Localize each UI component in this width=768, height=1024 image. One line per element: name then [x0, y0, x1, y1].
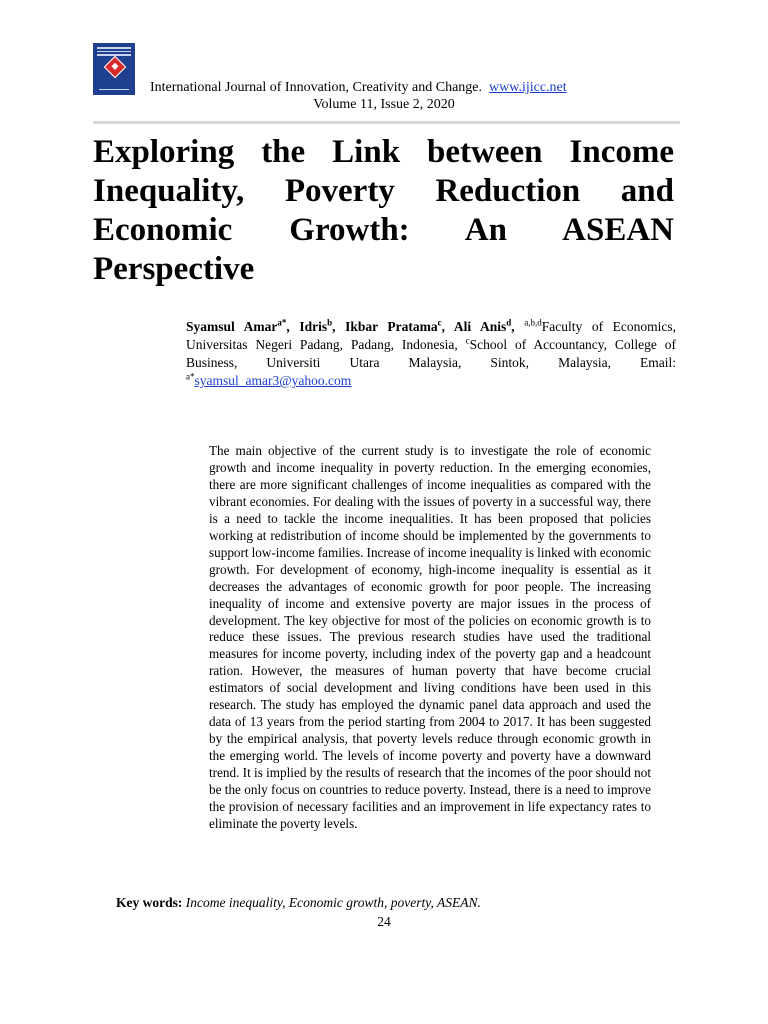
- author-email-link[interactable]: syamsul_amar3@yahoo.com: [194, 373, 352, 388]
- author-name: Ali Anis: [453, 319, 507, 334]
- keywords: [116, 895, 481, 911]
- author-name: Ikbar Pratama: [345, 319, 438, 334]
- author-block: Syamsul Amar$^{a*}$, Idris$^b$, Ikbar Pratama$^c$, Ali Anis$^d$, $^{a,b,d}$Faculty of Economics, Universitas Negeri Padang, Padang, Indonesia, $^c$School of Accountancy, College of Business, Universiti Utara Malaysia, Sintok, Malaysia, Email: $^{a*}$syamsul_amar3@yahoo.com: [186, 317, 677, 388]
- journal-header: [150, 80, 567, 96]
- abstract: The main objective of the current study is to investigate the role of economic growth and income inequality in poverty reduction. In the emerging economies, there are more significant challenges of income inequalities as compared with the vibrant economies. For dealing with the issues of poverty in a successful way, there is a need to tackle the income inequalities. It has been proposed that policies working at redistribution of income should be implemented by the governments to support low-income families. Increase of income inequality is linked with economic growth. For development of economy, high-income inequality is essential as it decreases the advantages of economic growth for poor people. The increasing inequality of income and extensive poverty are major issues in the process of development. The key objective for most of the policies on economic growth is to reduce these issues. The previous research studies have used the traditional measures for income poverty, including index of the poverty gap and a headcount ration. However, the measures of human poverty that have become crucial estimators of social development and living conditions have been used in this research. The study has employed the dynamic panel data approach and used the data of 13 years from the period starting from 2004 to 2017. It has been suggested by the empirical analysis, that poverty levels reduce through economic growth in the emerging world. The levels of income poverty and poverty have a downward trend. It is implied by the results of research that the incomes of the poor should not be the only focus on countries to reduce poverty. Instead, there is a need to improve the provision of necessary facilities and an improvement in life expectancy rates to eliminate the poverty levels.: [209, 443, 651, 831]
- article-title: Exploring the Link between Income Inequality, Poverty Reduction and Economic Growth: An ASEAN Perspective: [93, 134, 674, 287]
- header-divider: [93, 121, 680, 124]
- page-number: 24: [377, 914, 391, 929]
- keywords-list: Income inequality, Economic growth, poverty, ASEAN.: [185, 895, 481, 910]
- volume-issue: Volume 11, Issue 2, 2020: [313, 97, 455, 112]
- email-label: Email:: [640, 355, 676, 370]
- journal-logo: [93, 43, 135, 95]
- affiliation: School of Accountancy, College of Business, Universiti Utara Malaysia, Sintok, Malaysia,: [186, 337, 676, 370]
- author-name: Syamsul Amar: [186, 319, 278, 334]
- affiliation: Faculty of Economics, Universitas Negeri Padang, Padang, Indonesia,: [186, 319, 677, 352]
- author-name: Idris: [299, 319, 328, 334]
- journal-logo-mark-icon: [104, 56, 127, 79]
- keywords-label: Key words:: [116, 895, 183, 910]
- journal-name: International Journal of Innovation, Creativity and Change.: [150, 80, 483, 95]
- journal-url-link[interactable]: www.ijicc.net: [489, 80, 567, 95]
